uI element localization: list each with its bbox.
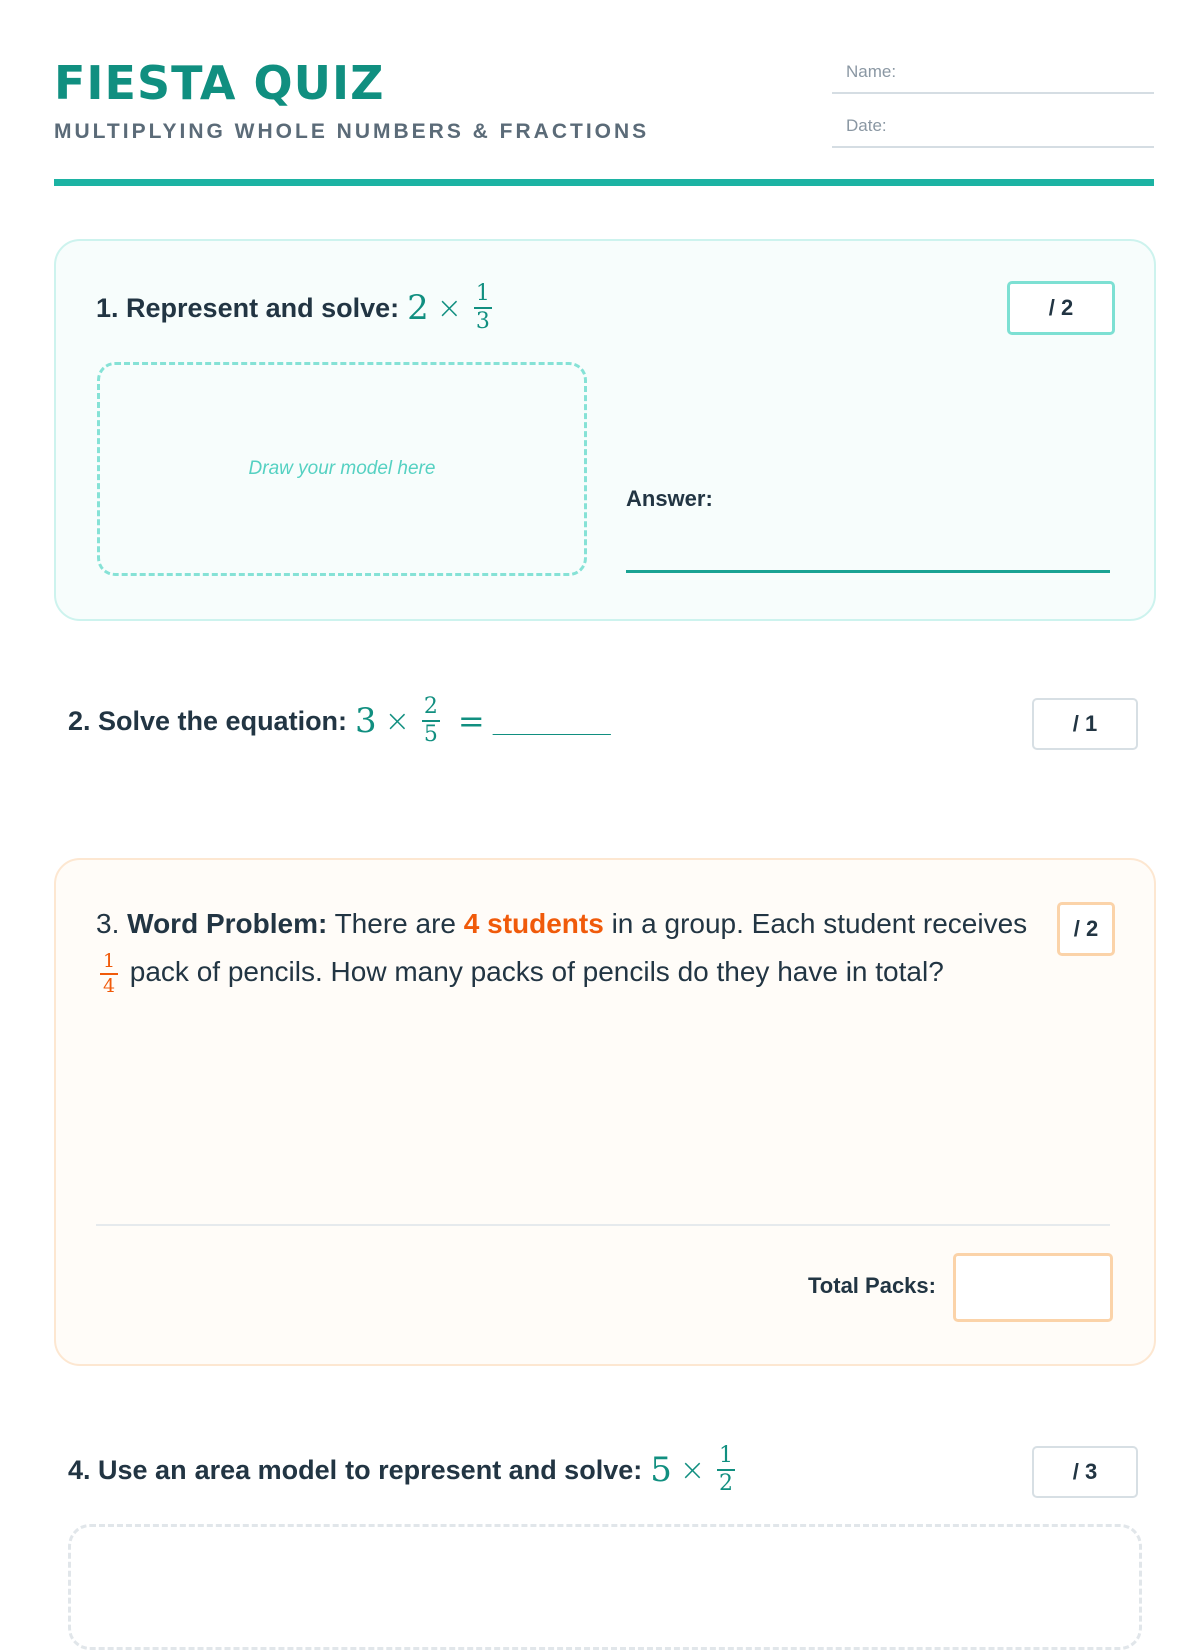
question-4-fraction — [717, 1445, 735, 1495]
question-4-text-end: to represent and solve: — [345, 1454, 643, 1485]
header-divider — [54, 179, 1154, 186]
question-1-prompt — [96, 283, 496, 333]
question-1-card — [54, 239, 1156, 621]
question-1-score-box: / 2 — [1007, 281, 1115, 335]
total-packs-label: Total Packs: — [808, 1273, 936, 1298]
name-field[interactable] — [832, 58, 1154, 94]
word-problem-text-2: in a group. Each student receives — [611, 908, 1028, 939]
word-problem-text — [96, 900, 1036, 996]
total-packs-input[interactable] — [953, 1253, 1113, 1322]
question-2-prompt — [68, 696, 610, 746]
question-1-text: 1. Represent and solve: — [96, 292, 400, 323]
fraction-denominator: 2 — [719, 1471, 734, 1496]
fraction-denominator: 4 — [102, 974, 116, 997]
times-symbol: × — [436, 290, 462, 326]
name-label: Name: — [846, 62, 897, 81]
question-3-score-box: / 2 — [1057, 902, 1115, 956]
question-2-fraction — [422, 696, 440, 746]
date-field[interactable] — [832, 112, 1154, 148]
area-model-bold: area model — [194, 1454, 338, 1485]
question-2-whole: 3 — [355, 701, 377, 741]
question-4-prompt — [68, 1445, 739, 1495]
question-1-fraction — [474, 283, 492, 333]
answer-blank[interactable]: ________ — [492, 706, 610, 736]
model-drawing-area[interactable] — [97, 362, 587, 576]
fraction-denominator: 5 — [423, 722, 438, 747]
word-problem-text-3: pack of pencils. How many packs of pencils do they have in total? — [129, 956, 944, 987]
fraction-numerator: 1 — [475, 281, 490, 306]
word-problem-text-1: There are — [334, 908, 456, 939]
question-3-card — [54, 858, 1156, 1366]
question-3-fraction — [100, 949, 118, 997]
fraction-numerator: 1 — [719, 1443, 734, 1468]
question-4-text-start: 4. Use an — [68, 1454, 187, 1485]
question-4-score-box: / 3 — [1032, 1446, 1138, 1498]
work-area-divider — [96, 1224, 1110, 1226]
times-symbol: × — [679, 1452, 706, 1488]
fraction-numerator: 2 — [423, 694, 438, 719]
question-2-text: 2. Solve the equation: — [68, 705, 348, 736]
date-label: Date: — [846, 116, 887, 135]
question-1-whole: 2 — [407, 288, 429, 328]
draw-placeholder: Draw your model here — [248, 458, 436, 479]
word-problem-label: Word Problem: — [127, 908, 328, 939]
quiz-subtitle: MULTIPLYING WHOLE NUMBERS & FRACTIONS — [54, 120, 650, 143]
question-4-whole: 5 — [650, 1450, 672, 1490]
students-highlight: 4 students — [463, 908, 604, 939]
answer-line[interactable] — [626, 570, 1110, 573]
question-3-number: 3. — [96, 908, 120, 939]
area-model-drawing-area[interactable] — [68, 1524, 1142, 1650]
answer-label: Answer: — [626, 486, 713, 511]
question-2-score-box: / 1 — [1032, 698, 1138, 750]
fraction-numerator: 1 — [102, 949, 116, 972]
equals-symbol: = — [457, 702, 485, 740]
quiz-title: FIESTA QUIZ — [54, 56, 385, 110]
fraction-denominator: 3 — [475, 309, 490, 334]
times-symbol: × — [384, 703, 410, 739]
